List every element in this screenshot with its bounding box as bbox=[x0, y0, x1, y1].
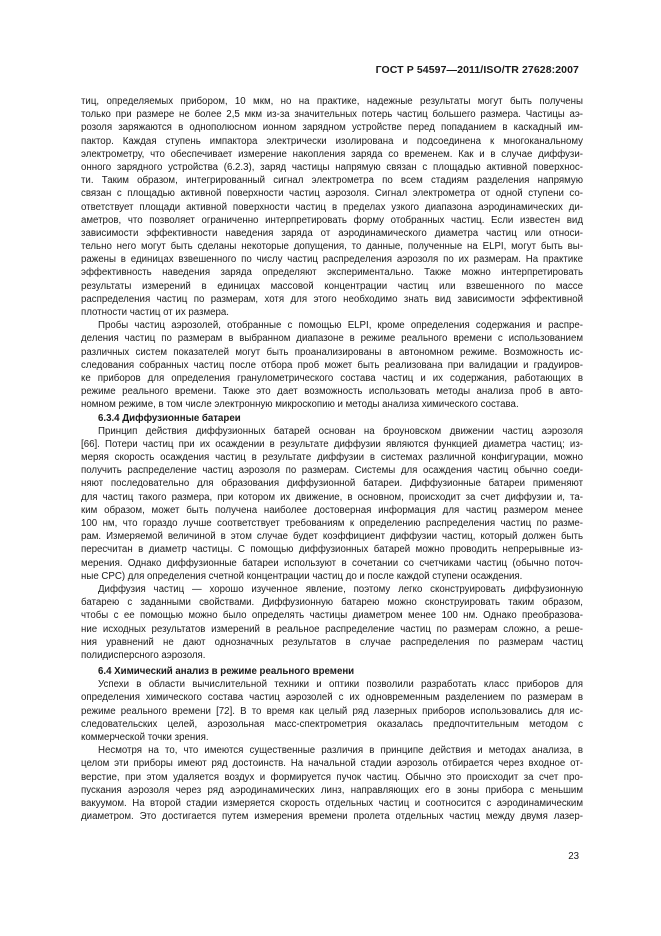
body-text-line: следовательских целей, аэрозольная масс-спектрометрия оказалась предпочтительным методом с bbox=[81, 718, 583, 730]
body-text-line: батарею с заданными свойствами. Диффузионную батарею можно сконструировать таким образом, bbox=[81, 597, 583, 609]
body-text-line: пактор. Каждая ступень импактора электрически изолирована и подсоединена к многоканальному bbox=[81, 135, 583, 147]
body-text-line: ния уравнений не дают однозначных результатов в случае распределения по размерам частиц bbox=[81, 636, 583, 648]
body-text-line: розоля заряжаются в однополюсном ионном зарядном устройстве перед попаданием в каскадный им- bbox=[81, 122, 583, 134]
body-text-line: ражены в единицах взвешенного по числу частиц распределения аэрозоля по их размерам. На практике bbox=[81, 254, 583, 266]
body-text-line: пересчитан в диаметр частицы. С помощью диффузионных батарей можно проводить непрерывные из- bbox=[81, 544, 583, 556]
body-text-line: ответствует площади активной поверхности частиц в пределах узкого диапазона аэродинамических ди- bbox=[81, 201, 583, 213]
body-text-line: коммерческой точки зрения. bbox=[81, 732, 209, 743]
body-text-line: плотности частиц от их размера. bbox=[81, 307, 229, 318]
body-text-line: полидисперсного аэрозоля. bbox=[81, 649, 206, 661]
body-text-line: различных систем показателей могут быть проанализированы в автономном режиме. Возможность ис- bbox=[81, 346, 583, 358]
section-heading: 6.3.4 Диффузионные батареи bbox=[98, 412, 241, 424]
body-text-line: электрометру, что обеспечивает измерение накопления заряда со временем. Как и в случае диффузи- bbox=[81, 148, 583, 160]
body-text-line: ти. Таким образом, интегрированный сигнал электрометра по всем стадиям разделения напрямую bbox=[81, 175, 583, 187]
body-text-line: Диффузия частиц — хорошо изученное явление, поэтому легко сконструировать диффузионную bbox=[98, 583, 583, 595]
body-text-line: режиме реального времени [72]. В то время как целый ряд лазерных приборов использовались для ис- bbox=[81, 705, 583, 717]
body-text-line: получить распределение частиц аэрозоля по размерам. Системы для осаждения частиц обычно соеди- bbox=[81, 465, 583, 477]
body-text-line: [66]. Потери частиц при их осаждении в результате диффузии являются функцией диаметра частиц; из- bbox=[81, 438, 583, 450]
body-text-line: для частиц такого размера, при котором их движение, в основном, происходит за счет диффузии и, та- bbox=[81, 491, 583, 503]
body-text-line: ким образом, может быть получена наиболее достоверная информация для частиц размером менее bbox=[81, 504, 583, 516]
body-text-line: распределения частиц по размерам, хотя для этого необходимо знать вид зависимости эффективной bbox=[81, 293, 583, 305]
body-text-line: пускания аэрозоля через ряд аэродинамических линз, направляющих его в зоны прибора с меньшим bbox=[81, 784, 583, 796]
body-text-line: следования собранных частиц после отбора проб может быть реализована при валидации и градуиров- bbox=[81, 359, 583, 371]
body-text-line: деления частиц по размерам в выбранном диапазоне в режиме реального времени с использованием bbox=[81, 333, 583, 345]
standard-designation: ГОСТ Р 54597—2011/ISO/TR 27628:2007 bbox=[375, 64, 579, 76]
body-text-line: только при размере не более 2,5 мкм из-за значительных потерь частиц большего размера. Частицы аэ- bbox=[81, 109, 583, 121]
body-text-line: режиме реального времени. Также это дает возможность использовать методы анализа проб в авто- bbox=[81, 386, 583, 398]
body-text-line: номном режиме, в том числе электронную микроскопию и методы анализа химического состава. bbox=[81, 399, 519, 411]
document-header bbox=[376, 64, 579, 76]
body-text-line: чтобы с ее помощью можно было определять частицы диаметром менее 100 нм. Однако преобразова- bbox=[81, 610, 583, 622]
body-text-line: ние исходных результатов измерений в реальное распределение частиц по размерам сложно, а реше- bbox=[81, 623, 583, 635]
body-text-line: целом эти приборы имеют ряд достоинств. На начальной стадии аэрозоль отбирается через входное от- bbox=[81, 758, 583, 770]
body-text-line: Принцип действия диффузионных батарей основан на броуновском движении частиц аэрозоля bbox=[98, 425, 583, 437]
page-footer bbox=[568, 851, 579, 862]
body-text-line: верстие, при этом удаляется воздух и формируется пучок частиц. Обычно это происходит за счет про- bbox=[81, 771, 583, 783]
body-text-line: эффективность наведения заряда определяют экспериментально. Также можно интерпретировать bbox=[81, 267, 583, 279]
section-heading: 6.4 Химический анализ в режиме реального времени bbox=[98, 666, 355, 678]
body-text-line: тиц, определяемых прибором, 10 мкм, но на практике, надежные результаты могут быть получены bbox=[81, 96, 583, 107]
body-text-line: рам. Измеряемой величиной в этом случае будет коэффициент диффузии частиц, который должен быть bbox=[81, 531, 583, 543]
body-text-line: онного зарядного устройства (6.2.3), заряд частицы напрямую связан с площадью активной поверхнос- bbox=[81, 161, 583, 173]
document-body bbox=[81, 95, 583, 823]
body-text-line: зависимости эффективности наведения заряда от аэродинамического диаметра частиц или относи- bbox=[81, 227, 583, 239]
body-text-line: 100 нм, что гораздо лучше соответствует требованиям к определению распределения частиц по разме- bbox=[81, 518, 583, 529]
body-text-line: Пробы частиц аэрозолей, отобранные с помощью ELPI, кроме определения содержания и распре- bbox=[98, 320, 583, 332]
body-text-line: диаметром. Это достигается путем измерения времени пролета отдельных частиц между двумя лазер- bbox=[81, 811, 583, 823]
body-text-line: тельно него могут быть сделаны некоторые допущения, то данные, полученные на ELPI, могут быть вы- bbox=[81, 241, 583, 253]
body-text-line: определения химического состава частиц аэрозолей с их одновременным разделением по размерам в bbox=[81, 692, 583, 704]
body-text-line: Несмотря на то, что имеются существенные различия в принципе действия и методах анализа, в bbox=[98, 745, 583, 757]
body-text-line: ке приборов для определения гранулометрического состава частиц и их содержания, работающих в bbox=[81, 372, 583, 384]
body-text-line: связан с площадью активной поверхности частиц аэрозоля. Сигнал электрометра от одной ступени со- bbox=[81, 188, 583, 200]
body-text-line: результаты измерений в единицах массовой концентрации частиц или взвешенного по массе bbox=[81, 280, 583, 292]
body-text-line: меряя скорость осаждения частиц в результате диффузии в системах различной конфигурации, можно bbox=[81, 452, 583, 464]
body-text-line: мерения. Однако диффузионные батареи используют в сочетании со счетчиками частиц (обычно поточ- bbox=[81, 557, 583, 569]
page-number: 23 bbox=[568, 851, 579, 862]
body-text-line: Успехи в области вычислительной техники и оптики позволили разработать класс приборов для bbox=[98, 679, 583, 691]
body-text-line: ные CPC) для определения счетной концентрации частиц до и после каждой ступени осаждения. bbox=[81, 570, 523, 582]
body-text-line: няют последовательно для образования диффузионной батареи. Диффузионные батареи применяют bbox=[81, 478, 583, 490]
body-text-line: аметров, что позволяет ограниченно интерпретировать форму отобранных частиц. Если известен вид bbox=[81, 214, 583, 226]
body-text-line: вакуумом. На второй стадии измеряется скорость отдельных частиц и соотносится с аэродинамическим bbox=[81, 797, 583, 809]
